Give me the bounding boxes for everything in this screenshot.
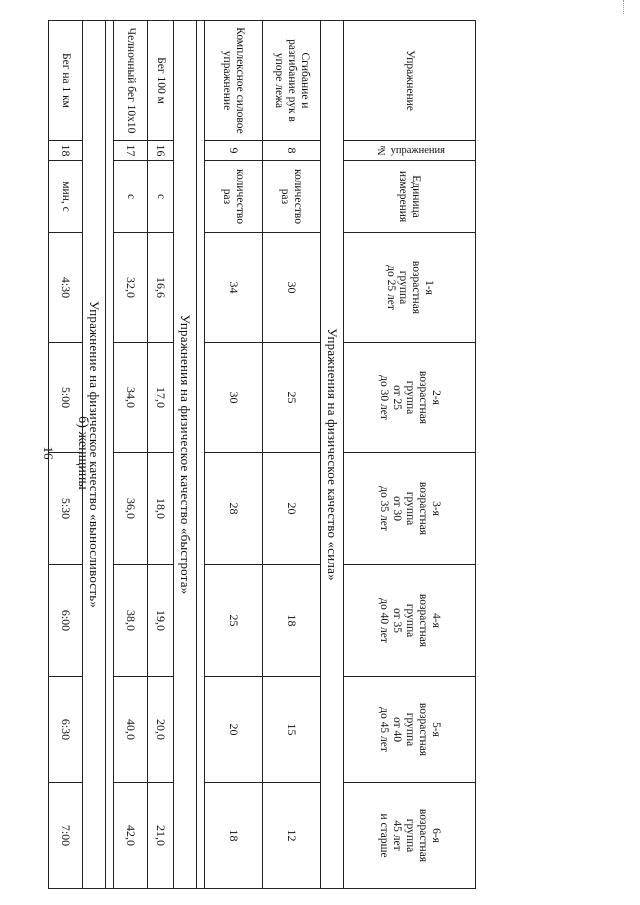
group-header-line: до 25 лет bbox=[384, 265, 397, 310]
exercise-number: 9 bbox=[205, 141, 263, 161]
value-cell: 30 bbox=[263, 233, 321, 343]
group-header-line: группа bbox=[403, 712, 416, 747]
header-group-4 bbox=[344, 565, 476, 677]
value-cell: 25 bbox=[263, 343, 321, 453]
group-header-line: группа bbox=[403, 380, 416, 415]
exercise-unit: количество раз bbox=[263, 161, 321, 233]
header-group-5 bbox=[344, 677, 476, 783]
exercise-number: 17 bbox=[114, 141, 148, 161]
table-row bbox=[114, 21, 148, 889]
group-header-line: до 30 лет bbox=[378, 375, 391, 420]
exercise-name: Бег 100 м bbox=[148, 21, 174, 141]
table-caption: б) женщины bbox=[75, 416, 90, 490]
group-header-line: до 45 лет bbox=[378, 707, 391, 752]
header-number: № упражнения bbox=[344, 141, 476, 161]
group-header-line: 6-я bbox=[429, 828, 442, 843]
value-cell: 19,0 bbox=[148, 565, 174, 677]
value-cell: 20 bbox=[263, 453, 321, 565]
value-cell: 25 bbox=[205, 565, 263, 677]
exercise-number: 8 bbox=[263, 141, 321, 161]
group-header-line: от 40 bbox=[391, 717, 404, 742]
header-group-6 bbox=[344, 783, 476, 889]
value-cell: 36,0 bbox=[114, 453, 148, 565]
group-header-line: от 30 bbox=[391, 496, 404, 521]
standards-table-rotated bbox=[59, 20, 476, 888]
page-number: 16 bbox=[41, 446, 56, 460]
header-unit: Единица измерения bbox=[344, 161, 476, 233]
value-cell: 5:30 bbox=[49, 453, 83, 565]
value-cell: 17,0 bbox=[148, 343, 174, 453]
exercise-unit: мин, с bbox=[49, 161, 83, 233]
exercise-unit: количество раз bbox=[205, 161, 263, 233]
value-cell: 28 bbox=[205, 453, 263, 565]
value-cell: 38,0 bbox=[114, 565, 148, 677]
section-strength-title-row bbox=[321, 21, 344, 889]
value-cell: 6:00 bbox=[49, 565, 83, 677]
group-header-line: группа bbox=[403, 603, 416, 638]
exercise-name: Сгибание и разгибание рук в упоре лежа bbox=[263, 21, 321, 141]
group-header-line: 2-я bbox=[429, 390, 442, 405]
section-title: Упражнения на физическое качество «сила» bbox=[321, 21, 344, 889]
group-header-line: до 40 лет bbox=[378, 598, 391, 643]
section-title: Упражнение на физическое качество «выносливость» bbox=[83, 21, 106, 889]
header-row bbox=[344, 21, 476, 889]
group-header-line: 3-я bbox=[429, 501, 442, 516]
value-cell: 12 bbox=[263, 783, 321, 889]
value-cell: 30 bbox=[205, 343, 263, 453]
value-cell: 40,0 bbox=[114, 677, 148, 783]
value-cell: 18,0 bbox=[148, 453, 174, 565]
exercise-number: 16 bbox=[148, 141, 174, 161]
value-cell: 20 bbox=[205, 677, 263, 783]
value-cell: 32,0 bbox=[114, 233, 148, 343]
section-title: Упражнения на физическое качество «быстрота» bbox=[174, 21, 197, 889]
exercise-name: Челночный бег 10х10 bbox=[114, 21, 148, 141]
group-header-line: возрастная bbox=[416, 593, 429, 648]
table-row bbox=[263, 21, 321, 889]
value-cell: 34 bbox=[205, 233, 263, 343]
value-cell: 34,0 bbox=[114, 343, 148, 453]
value-cell: 18 bbox=[263, 565, 321, 677]
group-header-line: возрастная bbox=[416, 702, 429, 757]
table-row bbox=[148, 21, 174, 889]
group-header-line: до 35 лет bbox=[378, 486, 391, 531]
group-header-line: группа bbox=[397, 270, 410, 305]
table-row bbox=[205, 21, 263, 889]
group-header-line: группа bbox=[403, 818, 416, 853]
value-cell: 4:30 bbox=[49, 233, 83, 343]
value-cell: 15 bbox=[263, 677, 321, 783]
header-group-2 bbox=[344, 343, 476, 453]
group-header-line: от 25 bbox=[391, 385, 404, 410]
value-cell: 16,6 bbox=[148, 233, 174, 343]
exercise-name: Бег на 1 км bbox=[49, 21, 83, 141]
header-group-3 bbox=[344, 453, 476, 565]
value-cell: 6:30 bbox=[49, 677, 83, 783]
group-header-line: 5-я bbox=[429, 722, 442, 737]
group-header-line: от 35 bbox=[391, 608, 404, 633]
value-cell: 42,0 bbox=[114, 783, 148, 889]
group-header-line: 4-я bbox=[429, 613, 442, 628]
section-endurance-title-row bbox=[83, 21, 106, 889]
group-header-line: возрастная bbox=[410, 260, 423, 315]
header-group-1 bbox=[344, 233, 476, 343]
value-cell: 7:00 bbox=[49, 783, 83, 889]
section-divider bbox=[197, 21, 205, 889]
exercise-unit: с bbox=[114, 161, 148, 233]
exercise-number: 18 bbox=[49, 141, 83, 161]
value-cell: 20,0 bbox=[148, 677, 174, 783]
group-header-line: возрастная bbox=[416, 808, 429, 863]
table-row bbox=[49, 21, 83, 889]
section-divider bbox=[106, 21, 114, 889]
group-header-line: 1-я bbox=[423, 280, 436, 295]
group-header-line: возрастная bbox=[416, 481, 429, 536]
standards-table bbox=[48, 20, 476, 889]
exercise-name: Комплексное силовое упражнение bbox=[205, 21, 263, 141]
group-header-line: и старше bbox=[378, 813, 391, 858]
exercise-unit: с bbox=[148, 161, 174, 233]
header-exercise: Упражнение bbox=[344, 21, 476, 141]
scan-edge-mark bbox=[623, 0, 626, 14]
group-header-line: возрастная bbox=[416, 370, 429, 425]
value-cell: 5:00 bbox=[49, 343, 83, 453]
group-header-line: группа bbox=[403, 491, 416, 526]
value-cell: 21,0 bbox=[148, 783, 174, 889]
value-cell: 18 bbox=[205, 783, 263, 889]
group-header-line: 45 лет bbox=[391, 820, 404, 851]
section-speed-title-row bbox=[174, 21, 197, 889]
